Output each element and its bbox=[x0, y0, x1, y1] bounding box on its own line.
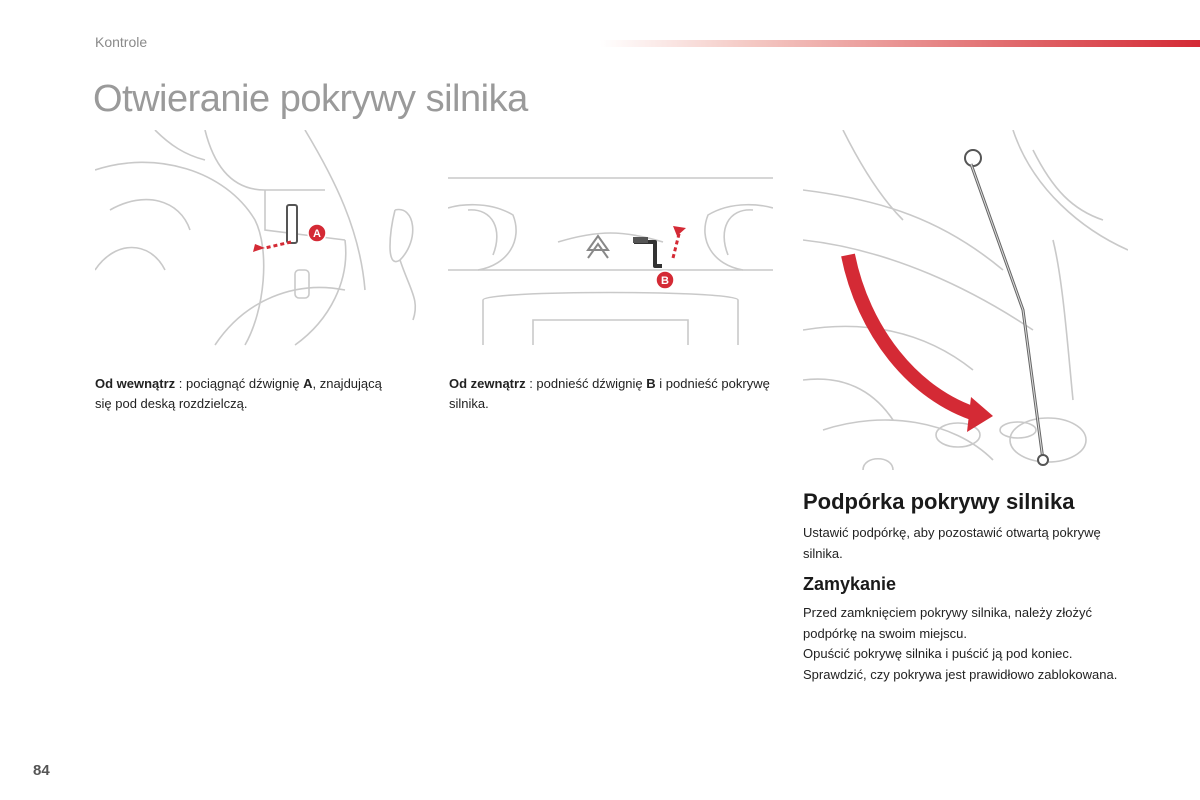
caption-inside-marker: A bbox=[303, 376, 313, 391]
caption-outside-text-pre: : podnieść dźwignię bbox=[525, 376, 647, 391]
caption-outside-marker: B bbox=[646, 376, 656, 391]
page-number: 84 bbox=[33, 762, 50, 779]
caption-inside-text-pre: : pociągnąć dźwignię bbox=[175, 376, 304, 391]
closing-section-text bbox=[803, 603, 1123, 685]
prop-section-text: Ustawić podpórkę, aby pozostawić otwartą pokrywę silnika. bbox=[803, 525, 1101, 561]
closing-line-3: Sprawdzić, czy pokrywa jest prawidłowo zablokowana. bbox=[803, 666, 1118, 682]
prop-section-title: Podpórka pokrywy silnika bbox=[803, 489, 1075, 514]
closing-line-2: Opuścić pokrywę silnika i puścić ją pod koniec. bbox=[803, 646, 1073, 661]
marker-a-text: A bbox=[313, 228, 321, 240]
section-label: Kontrole bbox=[95, 34, 148, 50]
caption-inside bbox=[95, 374, 395, 414]
caption-inside-label: Od wewnątrz bbox=[95, 376, 176, 391]
interior-release-lever-illustration bbox=[95, 130, 420, 350]
exterior-hood-latch-illustration bbox=[448, 130, 773, 350]
caption-outside-label: Od zewnątrz bbox=[449, 376, 526, 391]
caption-outside-text-post: i podnieść pokrywę silnika. bbox=[449, 376, 770, 411]
hood-prop-rod-illustration bbox=[803, 130, 1128, 475]
closing-section-title: Zamykanie bbox=[803, 574, 897, 594]
caption-inside-text-post: , znajdującą się pod deską rozdzielczą. bbox=[95, 376, 382, 411]
caption-outside bbox=[449, 374, 779, 414]
page-title: Otwieranie pokrywy silnika bbox=[93, 78, 528, 120]
header-accent-bar bbox=[600, 40, 1200, 47]
closing-line-1: Przed zamknięciem pokrywy silnika, należy złożyć podpórkę na swoim miejscu. bbox=[803, 605, 1092, 641]
marker-b-text: B bbox=[661, 275, 669, 287]
